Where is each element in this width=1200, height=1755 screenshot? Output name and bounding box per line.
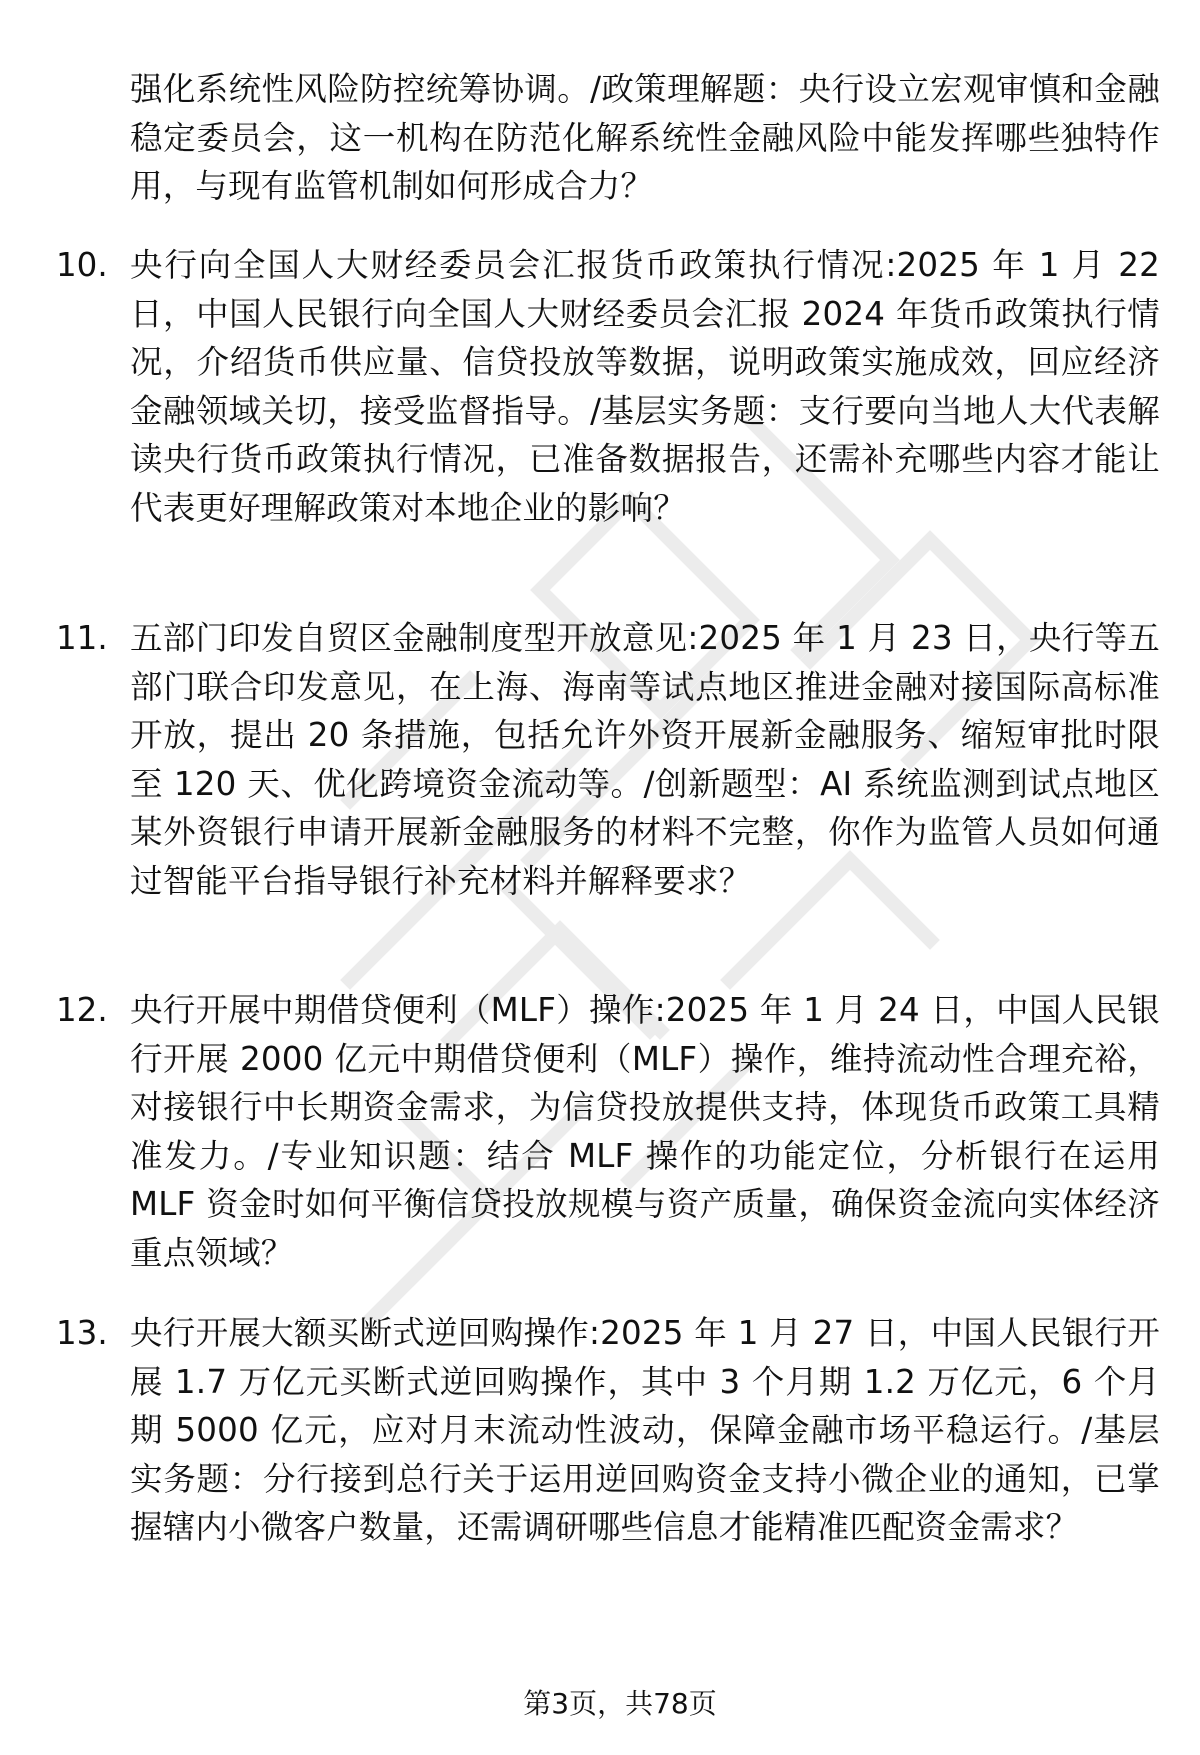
item-number: 13.: [56, 1314, 108, 1352]
item-text: 五部门印发自贸区金融制度型开放意见:2025 年 1 月 23 日，央行等五部门联合印发意见，在上海、海南等试点地区推进金融对接国际高标准开放，提出 20 条措施，包括允许外资开展新金融服务、缩短审批时限至 120 天、优化跨境资金流动等。/创新题型：AI 系统监测到试点地区某外资银行申请开展新金融服务的材料不完整，你作为监管人员如何通过智能平台指导银行补充材料并解释要求？: [130, 619, 1160, 900]
item-text: 央行开展中期借贷便利（MLF）操作:2025 年 1 月 24 日，中国人民银行开展 2000 亿元中期借贷便利（MLF）操作，维持流动性合理充裕，对接银行中长期资金需求，为信贷投放提供支持，体现货币政策工具精准发力。/专业知识题：结合 MLF 操作的功能定位，分析银行在运用 MLF 资金时如何平衡信贷投放规模与资产质量，确保资金流向实体经济重点领域？: [130, 991, 1160, 1272]
item-number: 11.: [56, 619, 108, 657]
continuation-paragraph: 强化系统性风险防控统筹协调。/政策理解题：央行设立宏观审慎和金融稳定委员会，这一机构在防范化解系统性金融风险中能发挥哪些独特作用，与现有监管机制如何形成合力？: [130, 70, 1160, 205]
item-number: 10.: [56, 246, 108, 284]
item-text: 央行向全国人大财经委员会汇报货币政策执行情况:2025 年 1 月 22 日，中国人民银行向全国人大财经委员会汇报 2024 年货币政策执行情况，介绍货币供应量、信贷投放等数据，说明政策实施成效，回应经济金融领域关切，接受监督指导。/基层实务题：支行要向当地人大代表解读央行货币政策执行情况，已准备数据报告，还需补充哪些内容才能让代表更好理解政策对本地企业的影响？: [130, 246, 1160, 527]
item-number: 12.: [56, 991, 108, 1029]
item-text: 央行开展大额买断式逆回购操作:2025 年 1 月 27 日，中国人民银行开展 1.7 万亿元买断式逆回购操作，其中 3 个月期 1.2 万亿元，6 个月期 5000 亿元，应对月末流动性波动，保障金融市场平稳运行。/基层实务题：分行接到总行关于运用逆回购资金支持小微企业的通知，已掌握辖内小微客户数量，还需调研哪些信息才能精准匹配资金需求？: [130, 1314, 1160, 1546]
page-indicator: 第3页，共78页: [523, 1687, 717, 1720]
